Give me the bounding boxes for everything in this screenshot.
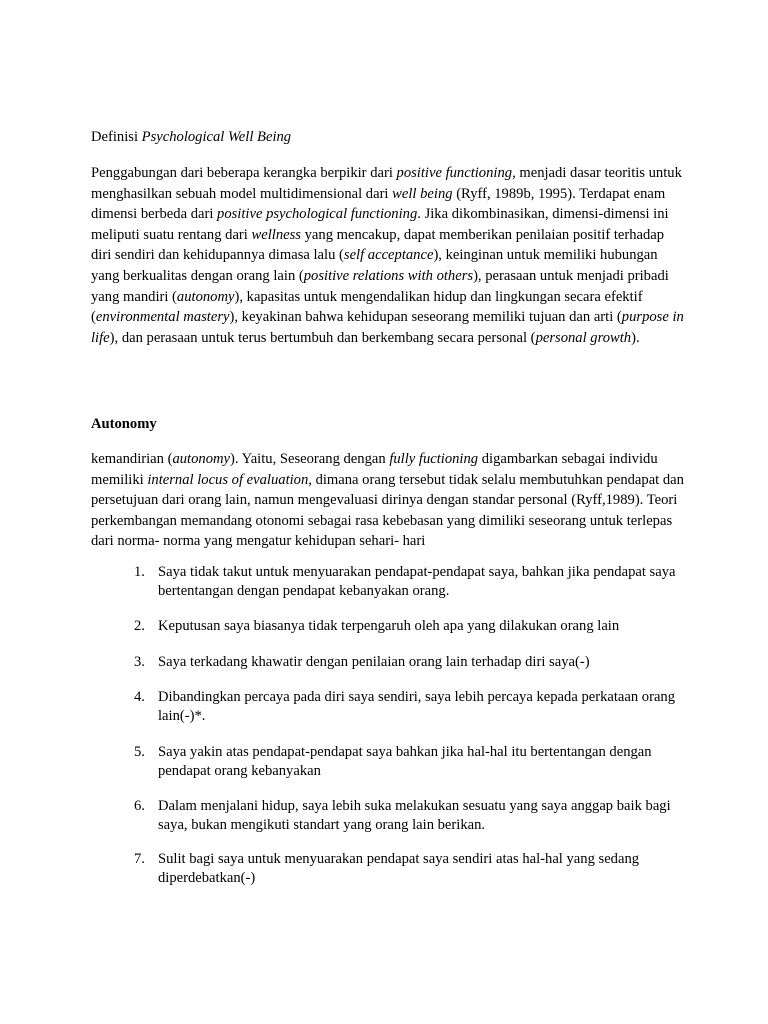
list-item (91, 617, 687, 636)
list-item (91, 563, 687, 601)
text-run: ), kapasitas untuk mengendalikan hidup dan lingkungan secara efektif ( (91, 288, 643, 326)
list-item (91, 797, 687, 835)
text-run: ). Yaitu, Seseorang dengan (230, 451, 390, 467)
italic-term: autonomy (176, 288, 235, 305)
italic-term: positive functioning (396, 165, 513, 181)
item-text: Saya terkadang khawatir dengan penilaian orang lain terhadap diri saya(-) (158, 654, 590, 670)
italic-term: internal locus of evaluation (147, 471, 309, 488)
text-run: ). (631, 329, 640, 346)
text-run: (Ryff, 1989b, 1995). Terdapat enam dimensi berbeda dari (91, 185, 666, 223)
item-text: Dalam menjalani hidup, saya lebih suka melakukan sesuatu yang saya anggap baik bagi saya, bukan mengikuti standart yang orang lain berikan. (158, 798, 671, 833)
item-number: 7. (134, 851, 145, 867)
text-run: digambarkan sebagai individu memiliki (91, 451, 658, 488)
item-text: Keputusan saya biasanya tidak terpengaruh oleh apa yang dilakukan orang lain (158, 618, 620, 634)
item-text: Saya yakin atas pendapat-pendapat saya bahkan jika hal-hal itu bertentangan dengan pendapat orang kebanyakan (158, 744, 652, 779)
item-text: Dibandingkan percaya pada diri saya sendiri, saya lebih percaya kepada perkataan orang lain(-)*. (158, 689, 676, 724)
italic-term: well being (392, 185, 453, 202)
definition-paragraph (91, 163, 687, 348)
item-number: 2. (134, 618, 145, 634)
item-text: Saya tidak takut untuk menyuarakan pendapat-pendapat saya, bahkan jika pendapat saya bertentangan dengan pendapat kebanyakan orang. (158, 564, 676, 599)
autonomy-item-list (91, 563, 687, 888)
text-run: Penggabungan dari beberapa kerangka berpikir dari (91, 165, 397, 181)
italic-term: personal growth (535, 329, 632, 346)
text-run: ), dan perasaan untuk terus bertumbuh dan berkembang secara personal ( (109, 329, 536, 346)
italic-term: positive psychological functioning (217, 206, 418, 223)
heading-plain-text: Definisi (91, 129, 142, 145)
text-run: ), perasaan untuk menjadi pribadi yang mandiri ( (91, 267, 669, 305)
section-heading-definition (91, 127, 687, 148)
item-text: Sulit bagi saya untuk menyuarakan pendapat saya sendiri atas hal-hal yang sedang diperdebatkan(-) (158, 851, 640, 886)
list-item (91, 743, 687, 781)
item-number: 4. (134, 689, 145, 705)
text-run: . Jika dikombinasikan, dimensi-dimensi ini meliputi suatu rentang dari (91, 206, 669, 243)
text-run: ), keyakinan bahwa kehidupan seseorang memiliki tujuan dan arti ( (229, 309, 622, 326)
text-run: kemandirian ( (91, 451, 173, 467)
autonomy-paragraph (91, 449, 687, 552)
item-number: 3. (134, 654, 145, 670)
italic-term: fully fuctioning (389, 451, 479, 467)
list-item (91, 688, 687, 726)
text-run: , menjadi dasar teoritis untuk menghasilkan sebuah model multidimensional dari (91, 165, 682, 202)
item-number: 1. (134, 564, 145, 580)
italic-term: wellness (251, 226, 301, 243)
italic-term: purpose in life (91, 309, 684, 346)
item-number: 6. (134, 798, 145, 814)
italic-term: autonomy (172, 451, 231, 467)
italic-term: self acceptance (343, 247, 434, 264)
text-run: , dimana orang tersebut tidak selalu membutuhkan pendapat dan persetujuan dari orang lain, namun mengevaluasi dirinya dengan standar personal (Ryff,1989). Teori perkembangan memandang otonomi sebagai rasa kebebasan yang dimiliki seseorang untuk terlepas dari norma- norma yang mengatur kehidupan sehari- hari (91, 471, 684, 550)
heading-italic-text: Psychological Well Being (141, 129, 292, 145)
item-number: 5. (134, 744, 145, 760)
section-heading-autonomy: Autonomy (91, 416, 157, 432)
text-run: yang mencakup, dapat memberikan penilaian positif terhadap diri sendiri dan kehidupannya dimasa lalu ( (91, 226, 665, 264)
italic-term: positive relations with others (303, 267, 474, 284)
italic-term: environmental mastery (95, 309, 230, 326)
list-item (91, 850, 687, 888)
text-run: ), keinginan untuk memiliki hubungan yang berkualitas dengan orang lain ( (91, 247, 658, 284)
list-item (91, 653, 687, 672)
